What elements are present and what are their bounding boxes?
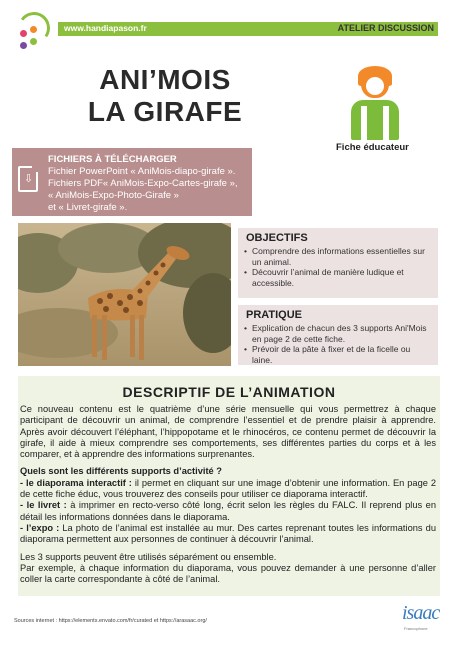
page-title-line2: LA GIRAFE [87, 96, 243, 127]
sources-footer[interactable]: Sources internet : https://elements.envato.com/fr/curated et https://arasaac.org/ [14, 618, 207, 624]
objectif-item: • Découvrir l’animal de manière ludique et accessible. [244, 267, 432, 288]
support-label: - le diaporama interactif : [20, 477, 132, 488]
files-box [12, 148, 252, 216]
files-line[interactable]: Fichier PowerPoint « AniMois-diapo-girafe ». [48, 166, 236, 177]
file-download-icon: ⇩ [18, 166, 38, 192]
descriptif-question: Quels sont les différents supports d’activité ? [20, 466, 222, 477]
handiapason-logo [16, 12, 50, 52]
logo-dot-green [30, 38, 37, 45]
logo-dot-pink [20, 30, 27, 37]
support-text: à imprimer en recto-verso côté long, écrit selon les règles du FALC. Il reprend plus en détail les informations données dans le diaporama. [20, 500, 436, 522]
section-label: ATELIER DISCUSSION [337, 23, 434, 33]
descriptif-intro: Ce nouveau contenu est le quatrième d’une série mensuelle qui vous permettrez à chaque participant de découvrir un animal, de comprendre l’essentiel et de prendre plaisir à apprendre. Après avoir découvert l’éléphant, l’hippopotame et le rhinocéros, ce contenu permet de découvrir la girafe, il aide à mieux comprendre ses comportements, ses différentes parties du corps et à les comparer, et à apprendre des informations surprenantes. [20, 404, 436, 460]
files-line[interactable]: « AniMois-Expo-Photo-Girafe » [48, 190, 179, 201]
files-line[interactable]: et « Livret-girafe ». [48, 202, 128, 213]
pratique-heading: PRATIQUE [246, 309, 303, 321]
logo-dot-orange [30, 26, 37, 33]
page-title-line1: ANI’MOIS [99, 64, 231, 95]
descriptif-body [20, 404, 436, 591]
objectif-item: • Comprendre des informations essentielles sur un animal. [244, 246, 432, 267]
descriptif-outro: Les 3 supports peuvent être utilisés séparément ou ensemble. [20, 551, 277, 562]
giraffe-photo [18, 223, 231, 366]
support-text: il permet en cliquant sur une image d’obtenir une information. En page 2 de cette fiche éduc, vous trouverez des conseils pour utiliser ce diaporama interactif. [20, 477, 437, 500]
logo-dot-purple [20, 42, 27, 49]
support-label: - l’expo : [20, 522, 60, 533]
pratique-item: • Prévoir de la pâte à fixer et de la ficelle ou laine. [244, 344, 432, 365]
objectifs-panel [238, 228, 438, 298]
descriptif-heading: DESCRIPTIF DE L’ANIMATION [122, 384, 336, 400]
educator-label: Fiche éducateur [336, 142, 409, 153]
educator-icon [345, 68, 405, 143]
isaac-logo [402, 602, 442, 640]
pratique-panel [238, 305, 438, 365]
descriptif-outro: Par exemple, à chaque information du diaporama, vous pouvez demander à une personne d’aller coller la carte correspondante à côté de l’animal. [20, 562, 436, 585]
objectifs-heading: OBJECTIFS [246, 232, 308, 244]
pratique-item: • Explication de chacun des 3 supports Ani'Mois en page 2 de cette fiche. [244, 323, 432, 344]
isaac-logo-text: isaac [402, 602, 440, 624]
support-text: La photo de l’animal est installée au mur. Des cartes reprenant toutes les informations du diaporama permettent aux personnes de continuer à découvrir l’animal. [20, 522, 436, 545]
files-heading: FICHIERS À TÉLÉCHARGER [48, 154, 177, 165]
support-label: - le livret : [20, 500, 67, 511]
isaac-logo-sub: Francophone [404, 626, 428, 631]
files-line[interactable]: Fichiers PDF« AniMois-Expo-Cartes-girafe », [48, 178, 238, 189]
site-link[interactable]: www.handiapason.fr [64, 23, 147, 33]
